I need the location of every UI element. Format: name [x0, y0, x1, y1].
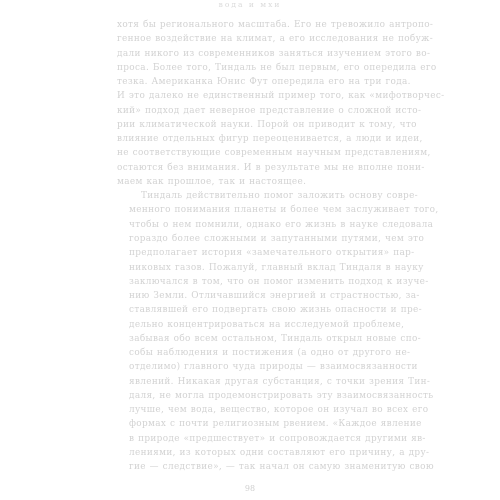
text-line: не соответствующие современным научным представлениям,: [117, 148, 431, 159]
text-line: нию Земли. Отличавшийся энергией и страстностью, за-: [129, 291, 420, 302]
text-line: хотя бы регионального масштаба. Его не тревожило антропо-: [117, 20, 434, 30]
text-line: рии климатической науки. Порой он приводит к тому, что: [117, 119, 417, 130]
text-line: ставлявшей его подвергать свою жизнь опасности и пре-: [129, 305, 422, 316]
text-line: формах с почти религиозным рвением. «Каждое явление: [129, 419, 422, 430]
text-line: менного понимания планеты и более чем заслуживает того,: [129, 205, 439, 216]
text-line: генное воздействие на климат, а его исследования не побуж-: [117, 34, 434, 45]
paragraph: [117, 189, 439, 474]
running-head: вода и мхи: [218, 0, 282, 9]
text-line: предполагает история «замечательного открытия» пар-: [129, 248, 415, 259]
text-line: гие — следствие», — так начал он самую знаменитую свою: [129, 462, 434, 473]
text-line: влияние отдельных фигур переоценивается, а люди и идеи,: [117, 134, 423, 145]
text-line: никовых газов. Пожалуй, главный вклад Тиндаля в науку: [129, 262, 424, 273]
text-line: чтобы о нем помнили, однако его жизнь в науке следовала: [129, 219, 434, 230]
text-line: Тиндаль действительно помог заложить основу совре-: [141, 191, 419, 202]
text-line: И это далеко не единственный пример того, как «мифотворчес-: [117, 91, 445, 102]
text-line: явлений. Никакая другая субстанция, с точки зрения Тин-: [129, 376, 431, 387]
paragraph: [117, 18, 445, 189]
text-line: остаются без внимания. И в результате мы не вполне пони-: [117, 162, 425, 173]
text-line: дали никого из современников заняться изучением этого во-: [117, 48, 431, 59]
text-line: маем как прошлое, так и настоящее.: [117, 176, 307, 187]
text-line: кий» подход дает неверное представление о сложной исто-: [117, 105, 422, 116]
text-line: заключался в том, что он помог изменить подход к изуче-: [129, 276, 429, 287]
text-line: лучше, чем вода, вещество, которое он изучал во всех его: [129, 405, 429, 416]
text-line: лениями, из которых одни составляют его причину, а дру-: [129, 447, 430, 458]
page-number: 98: [244, 484, 256, 493]
text-line: тезка. Американка Юнис Фут опередила его на три года.: [117, 77, 411, 88]
text-line: дельно концентрироваться на исследуемой проблеме,: [129, 319, 405, 330]
text-line: в природе «предшествует» и сопровождается другими яв-: [129, 433, 426, 444]
text-line: забывая обо всем остальном, Тиндаль открыл новые спо-: [129, 333, 421, 344]
text-line: гораздо более сложными и запутанными путями, чем это: [129, 233, 425, 244]
text-line: даля, не могла продемонстрировать эту взаимосвязанность: [129, 390, 434, 401]
text-line: собы наблюдения и постижения (а одно от другого не-: [129, 348, 411, 359]
text-line: отделимо) главного чуда природы — взаимосвязанности: [129, 362, 418, 373]
text-line: проса. Более того, Тиндаль не был первым, его опередила его: [117, 62, 437, 73]
body-text: [117, 18, 445, 475]
